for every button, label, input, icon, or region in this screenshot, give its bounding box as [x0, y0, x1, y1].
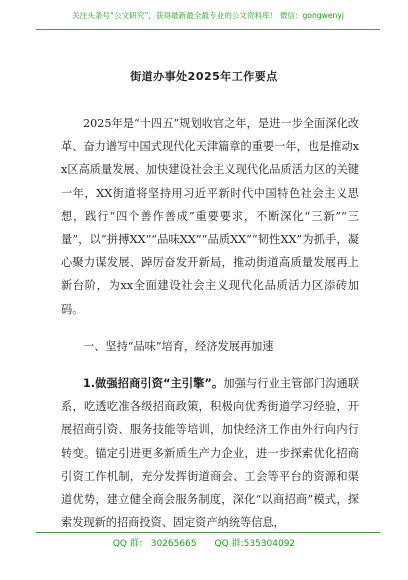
header-notice: 关注头条号“公文研究”，获得最新最全最专业的公文资料库！ 微信：gongwenyj: [36, 10, 380, 30]
item-1-text: 加强与行业主管部门沟通联系，吃透吃准各级招商政策，积极向优秀街道学习经验，开展招商引资、服务技能等培训，加快经济工作由外行向内行转变。锚定引进更多新质生产力企业，进一步探索优化招商引资工作机制，充分发挥街道商会、工会等平台的资源和渠道优势，建立健全商会服务制度，深化“以商招商”模式，探索发现新的招商投资、固定资产纳统等信息，: [61, 377, 359, 530]
footer-divider: [36, 532, 380, 533]
document-body: [61, 112, 359, 534]
intro-paragraph: 2025年是“十四五”规划收官之年，是进一步全面深化改革、奋力谱写中国式现代化天津篇章的重要一年，也是推动xx区高质量发展、加快建设社会主义现代化品质活力区的关键一年，XX街道将坚持用习近平新时代中国特色社会主义思想，践行“四个善作善成”重要要求，不断深化“三新”“三量”，以“拼搏XX”“品味XX”“品质XX”“韧性XX”为抓手，凝心聚力谋发展、踔厉奋发开新局，推动街道高质量发展再上新台阶，为xx全面建设社会主义现代化品质活力区添砖加码。: [61, 117, 359, 316]
item-1-lead: 1.做强招商引资“主引擎”。: [83, 377, 224, 391]
footer-contacts: [0, 536, 408, 549]
footer-qq-1: QQ 群： 30265665: [112, 539, 197, 549]
section-1-heading: 一、坚持“品味”培育，经济发展再加速: [83, 339, 274, 353]
document-title: 街道办事处2025年工作要点: [130, 70, 278, 83]
item-1-paragraph: [61, 372, 359, 534]
footer-qq-2: QQ 群:535304092: [214, 539, 296, 549]
